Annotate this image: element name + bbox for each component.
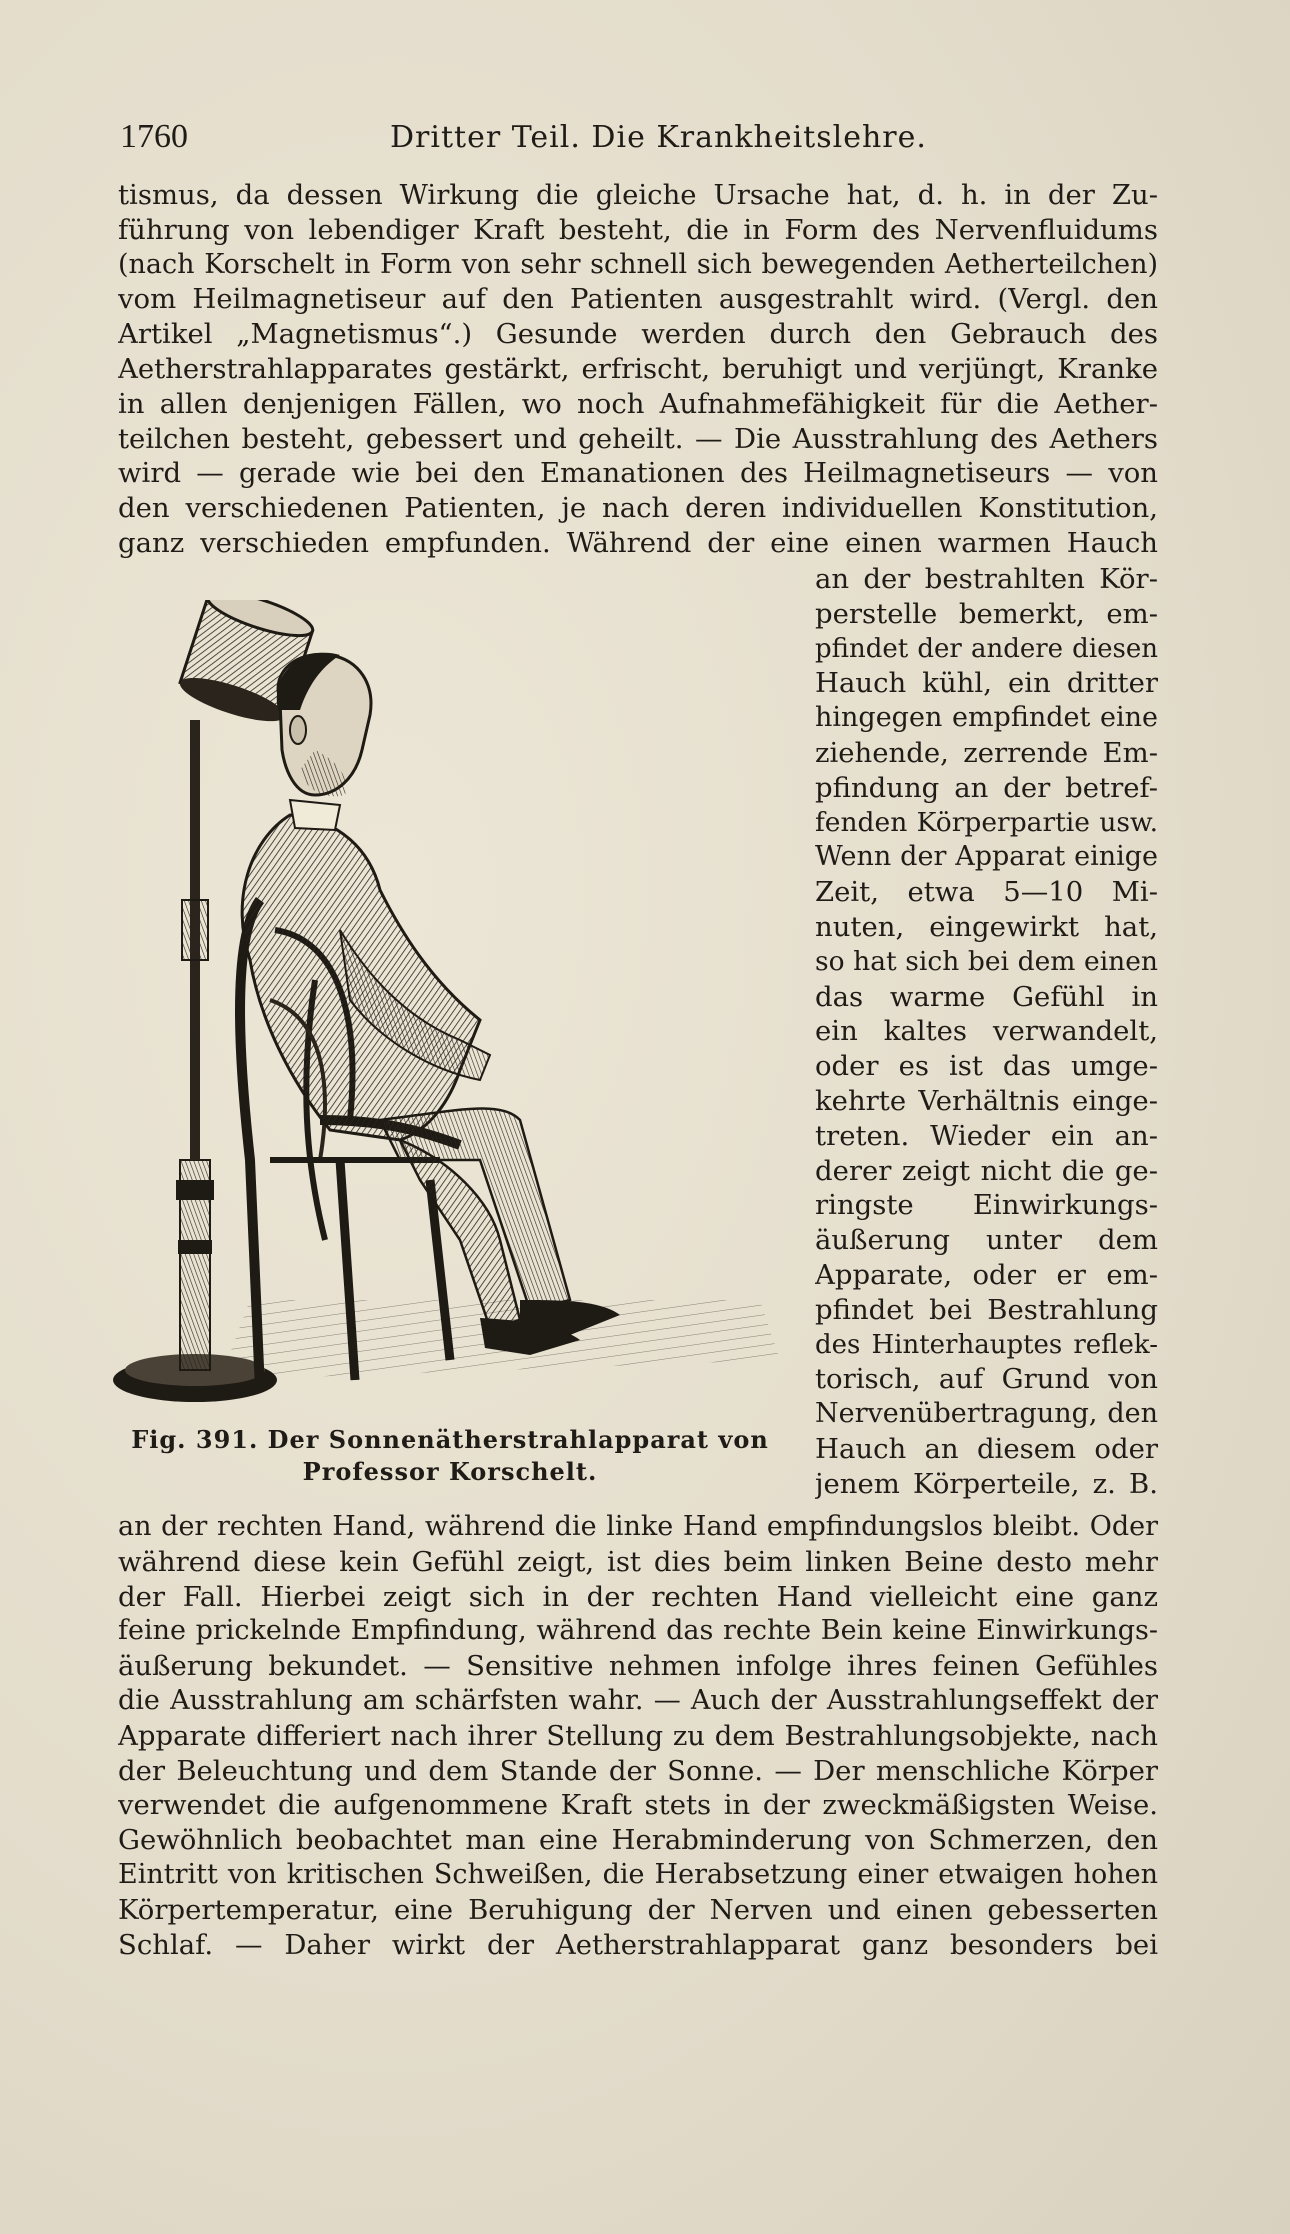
text-line: torisch, auf Grund von	[815, 1363, 1158, 1396]
text-line: (nach Korschelt in Form von sehr schnell sich bewegenden Aetherteilchen)	[118, 248, 1158, 280]
figure-illustration	[100, 600, 800, 1430]
ether-ray-apparatus-engraving	[100, 600, 800, 1430]
text-line: Körpertemperatur, eine Beruhigung der Nerven und einen gebesserten	[118, 1893, 1158, 1926]
text-line: pfindet der andere diesen	[815, 633, 1158, 664]
text-line: oder es ist das umge-	[815, 1050, 1158, 1083]
text-line: Hauch kühl, ein dritter	[815, 667, 1158, 700]
text-line: so hat sich bei dem einen	[815, 945, 1158, 977]
text-line: in allen denjenigen Fällen, wo noch Aufnahmefähigkeit für die Aether-	[118, 387, 1158, 420]
text-line: der Beleuchtung und dem Stande der Sonne. — Der menschliche Körper	[118, 1754, 1158, 1787]
text-line: vom Heilmagnetiseur auf den Patienten ausgestrahlt wird. (Vergl. den	[118, 283, 1158, 316]
text-line: ringste Einwirkungs-	[815, 1189, 1158, 1222]
text-line: derer zeigt nicht die ge-	[815, 1154, 1158, 1187]
text-line: jenem Körperteile, z. B.	[815, 1467, 1158, 1500]
caption-line: Professor Korschelt.	[302, 1457, 598, 1486]
body-text-side-column	[815, 562, 1158, 1502]
text-line: Artikel „Magnetismus“.) Gesunde werden durch den Gebrauch des	[118, 318, 1158, 351]
running-head: Dritter Teil. Die Krankheitslehre.	[390, 120, 927, 155]
text-line: während diese kein Gefühl zeigt, ist dies beim linken Beine desto mehr	[118, 1545, 1158, 1578]
text-line: an der bestrahlten Kör-	[815, 563, 1158, 595]
text-line: Eintritt von kritischen Schweißen, die Herabsetzung einer etwaigen hohen	[118, 1858, 1158, 1890]
text-line: pfindet bei Bestrahlung	[815, 1293, 1158, 1326]
text-line: feine prickelnde Empfindung, während das rechte Bein keine Einwirkungs-	[118, 1615, 1158, 1647]
text-line: kehrte Verhältnis einge-	[815, 1084, 1158, 1117]
text-line: ziehende, zerrende Em-	[815, 736, 1158, 769]
text-line: teilchen besteht, gebessert und geheilt. — Die Ausstrahlung des Aethers	[118, 422, 1158, 455]
text-line: das warme Gefühl in	[815, 980, 1158, 1013]
text-line: Apparate, oder er em-	[815, 1258, 1158, 1291]
text-line: äußerung bekundet. — Sensitive nehmen infolge ihres feinen Gefühles	[118, 1650, 1158, 1683]
text-line: treten. Wieder ein an-	[815, 1119, 1158, 1152]
text-line: an der rechten Hand, während die linke Hand empfindungslos bleibt. Oder	[118, 1511, 1158, 1542]
text-line: äußerung unter dem	[815, 1224, 1158, 1257]
page-number: 1760	[120, 118, 188, 155]
body-text-bottom	[118, 1510, 1158, 1962]
text-line: nuten, eingewirkt hat,	[815, 910, 1158, 943]
text-line: führung von lebendiger Kraft besteht, die in Form des Nervenfluidums	[118, 213, 1158, 246]
text-line: hingegen empfindet eine	[815, 702, 1158, 734]
text-line: der Fall. Hierbei zeigt sich in der rechten Hand vielleicht eine ganz	[118, 1580, 1158, 1613]
text-line: des Hinterhauptes reflek-	[815, 1329, 1158, 1360]
text-line: den verschiedenen Patienten, je nach deren individuellen Konstitution,	[118, 492, 1158, 525]
text-line: tismus, da dessen Wirkung die gleiche Ursache hat, d. h. in der Zu-	[118, 179, 1158, 211]
text-line: Aetherstrahlapparates gestärkt, erfrischt, beruhigt und verjüngt, Kranke	[118, 352, 1158, 385]
text-line: Hauch an diesem oder	[815, 1432, 1158, 1465]
text-line: ein kaltes verwandelt,	[815, 1015, 1158, 1048]
text-line: Gewöhnlich beobachtet man eine Herabminderung von Schmerzen, den	[118, 1824, 1158, 1857]
text-line: Apparate differiert nach ihrer Stellung zu dem Bestrahlungsobjekte, nach	[118, 1719, 1158, 1752]
text-line: pfindung an der betref-	[815, 771, 1158, 804]
text-line: Wenn der Apparat einige	[815, 841, 1158, 873]
figure-caption	[100, 1424, 800, 1488]
text-line: wird — gerade wie bei den Emanationen des Heilmagnetiseurs — von	[118, 457, 1158, 490]
text-line: Zeit, etwa 5—10 Mi-	[815, 876, 1158, 909]
caption-line: Fig. 391. Der Sonnenätherstrahlapparat von	[131, 1425, 769, 1454]
text-line: Nervenübertragung, den	[815, 1398, 1158, 1430]
text-line: die Ausstrahlung am schärfsten wahr. — Auch der Ausstrahlungseffekt der	[118, 1684, 1158, 1716]
body-text-top	[118, 178, 1158, 561]
text-line: Schlaf. — Daher wirkt der Aetherstrahlapparat ganz besonders bei	[118, 1928, 1158, 1961]
text-line: perstelle bemerkt, em-	[815, 597, 1158, 630]
text-line: fenden Körperpartie usw.	[815, 806, 1158, 838]
text-line: ganz verschieden empfunden. Während der eine einen warmen Hauch	[118, 526, 1158, 559]
text-line: verwendet die aufgenommene Kraft stets in der zweckmäßigsten Weise.	[118, 1789, 1158, 1822]
page-header	[120, 118, 1160, 162]
